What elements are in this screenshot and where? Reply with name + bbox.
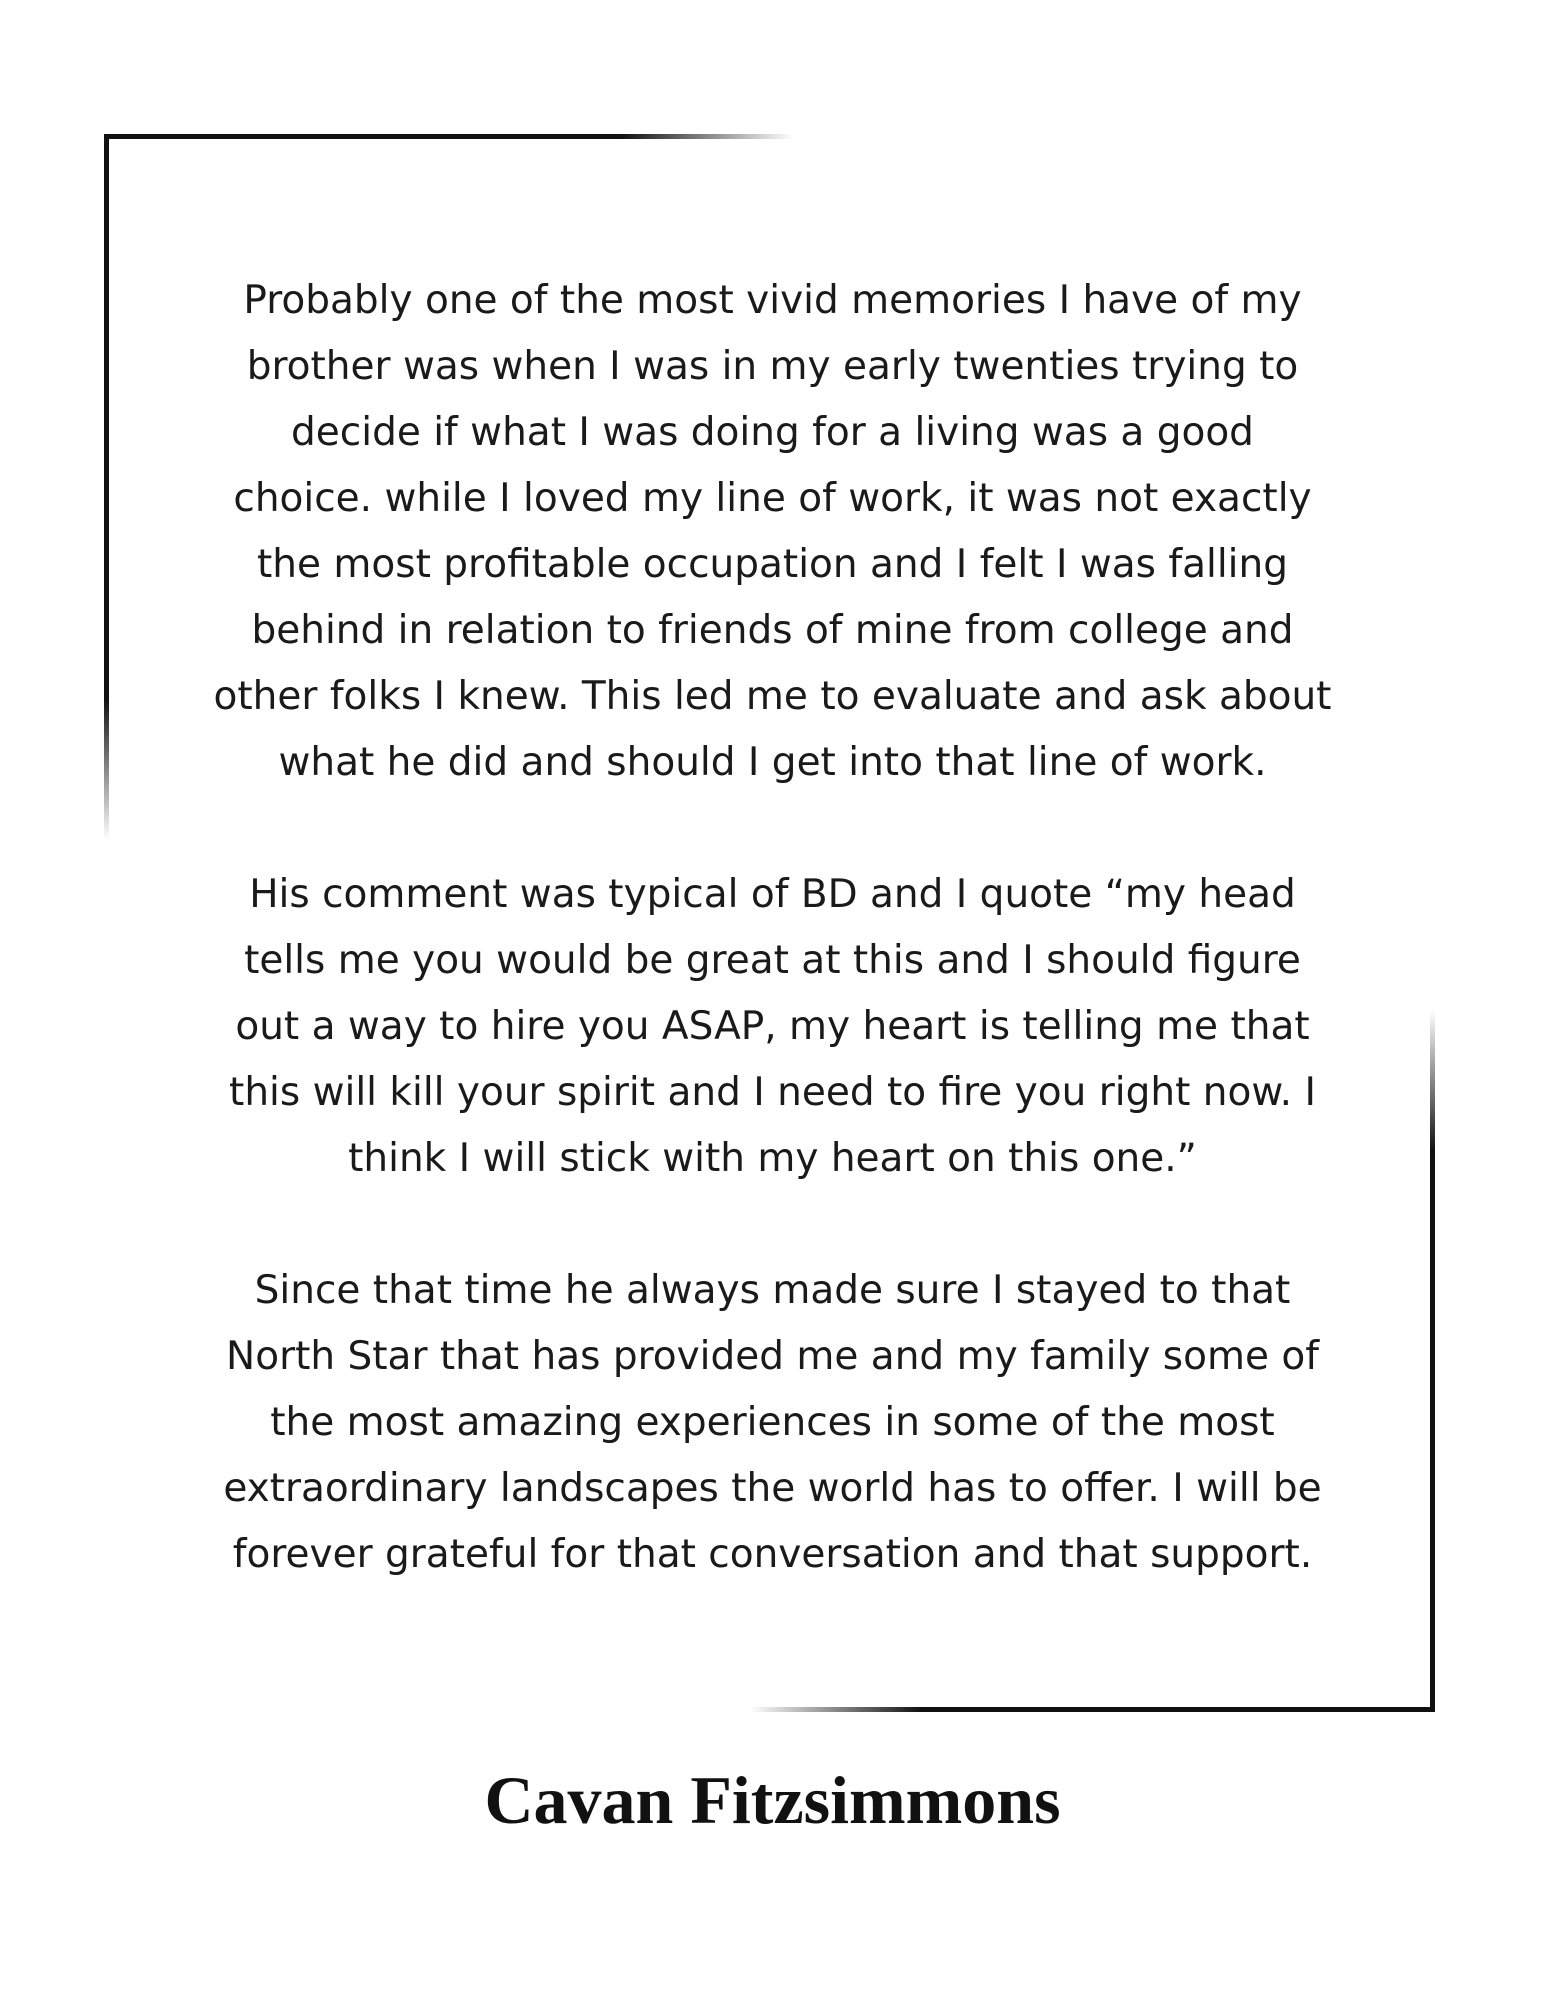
frame-top-left-horizontal — [104, 134, 794, 139]
text-line: what he did and should I get into that line of work. — [278, 740, 1267, 785]
text-line: Since that time he always made sure I stayed to that — [254, 1268, 1291, 1313]
paragraph-1 — [160, 268, 1385, 796]
text-line: forever grateful for that conversation and that support. — [232, 1532, 1313, 1577]
tribute-text — [160, 268, 1385, 1588]
text-line: extraordinary landscapes the world has to offer. I will be — [223, 1466, 1322, 1511]
text-line: behind in relation to friends of mine from college and — [251, 608, 1294, 653]
text-line: the most profitable occupation and I felt I was falling — [257, 542, 1288, 587]
paragraph-spacer — [160, 796, 1385, 862]
text-line: His comment was typical of BD and I quote “my head — [249, 872, 1296, 917]
paragraph-3 — [160, 1258, 1385, 1588]
text-line: other folks I knew. This led me to evaluate and ask about — [213, 674, 1332, 719]
text-line: this will kill your spirit and I need to fire you right now. I — [229, 1070, 1316, 1115]
text-line: out a way to hire you ASAP, my heart is telling me that — [235, 1004, 1310, 1049]
frame-bottom-right-horizontal — [750, 1707, 1435, 1712]
text-line: tells me you would be great at this and I should figure — [244, 938, 1301, 983]
frame-bottom-right-vertical — [1430, 1010, 1435, 1712]
frame-top-left-vertical — [104, 134, 109, 840]
text-line: brother was when I was in my early twenties trying to — [246, 344, 1299, 389]
author-signature: Cavan Fitzsimmons — [484, 1762, 1061, 1838]
paragraph-2 — [160, 862, 1385, 1192]
text-line: think I will stick with my heart on this one.” — [348, 1136, 1197, 1181]
text-line: decide if what I was doing for a living was a good — [291, 410, 1254, 455]
text-line: North Star that has provided me and my family some of — [226, 1334, 1319, 1379]
text-line: the most amazing experiences in some of the most — [270, 1400, 1275, 1445]
text-line: choice. while I loved my line of work, it was not exactly — [233, 476, 1312, 521]
paragraph-spacer — [160, 1192, 1385, 1258]
text-line: Probably one of the most vivid memories I have of my — [243, 278, 1302, 323]
